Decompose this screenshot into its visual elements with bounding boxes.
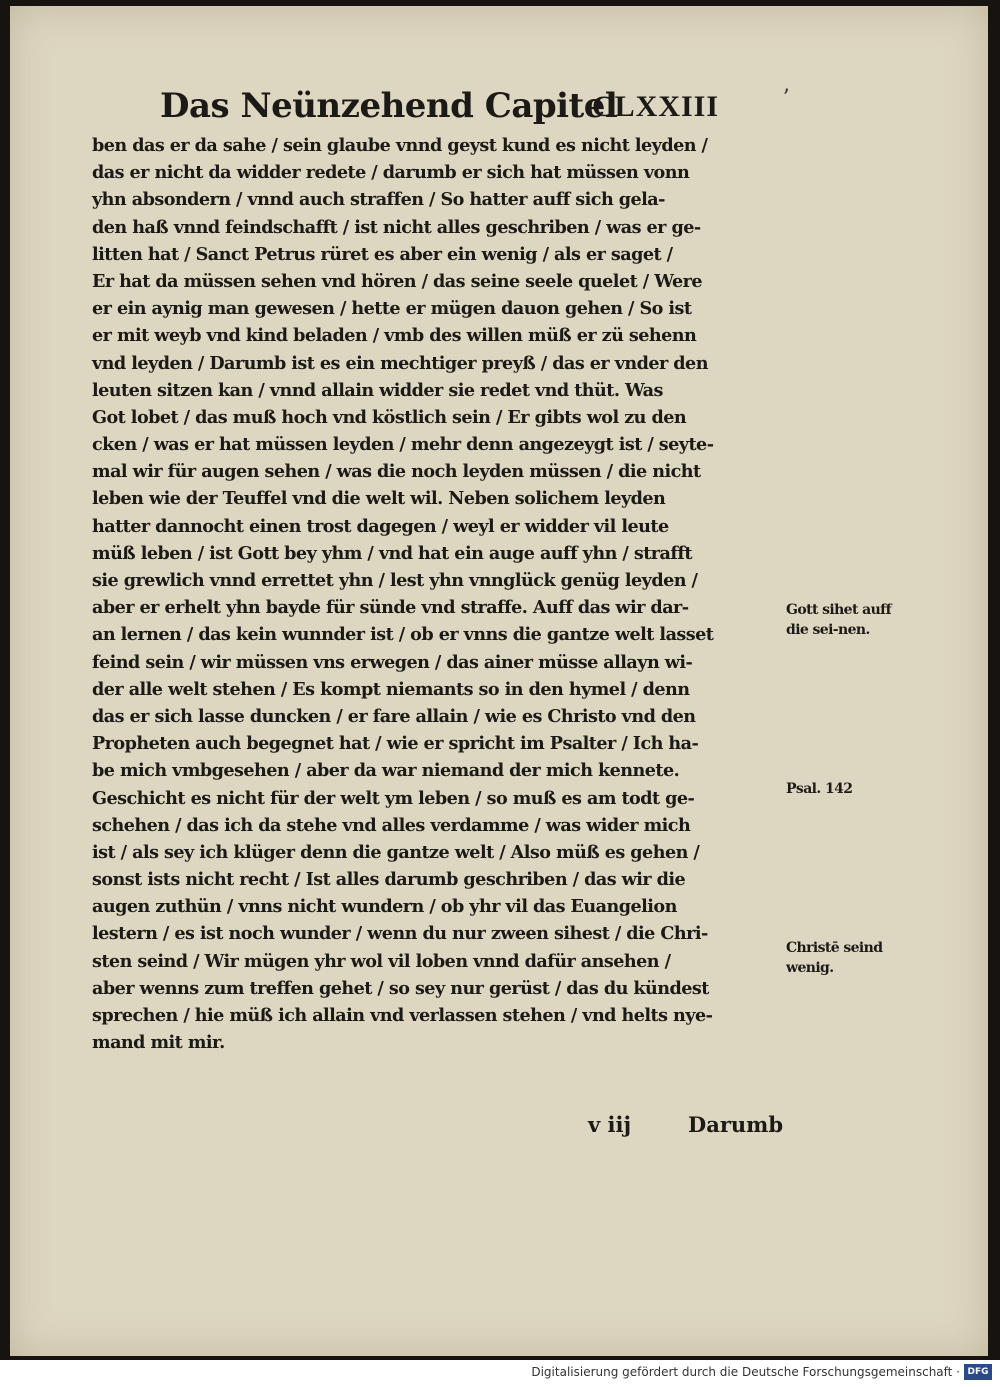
dfg-logo-icon: DFG [964,1364,992,1380]
text-line: feind sein / wir müssen vns erwegen / das ainer müsse allayn wi- [92,651,693,673]
folio-number: CLXXIII [592,90,720,123]
text-line: er mit weyb vnd kind beladen / vmb des willen müß er zü sehenn [92,325,697,347]
text-line: lestern / es ist noch wunder / wenn du nur zween sihest / die Chri- [92,923,708,945]
text-line: Got lobet / das muß hoch vnd köstlich sein / Er gibts wol zu den [92,406,687,428]
text-line: sprechen / hie müß ich allain vnd verlassen stehen / vnd helts nye- [92,1005,713,1026]
signature-mark: v iij [588,1112,632,1137]
page-header [160,86,800,130]
text-line: litten hat / Sanct Petrus rüret es aber ein wenig / als er saget / [92,243,673,265]
text-line: ist / als sey ich klüger denn die gantze welt / Also müß es gehen / [92,841,700,863]
text-line: sten seind / Wir mügen yhr wol vil loben vnnd dafür ansehen / [92,950,671,972]
margin-note: Psal. 142 [786,781,853,797]
text-line: sie grewlich vnnd errettet yhn / lest yhn vnnglück genüg leyden / [92,570,698,591]
text-line: cken / was er hat müssen leyden / mehr denn angezeygt ist / seyte- [92,434,714,456]
text-line: aber wenns zum treffen gehet / so sey nur gerüst / das du kündest [92,977,709,999]
text-line: das er sich lasse duncken / er fare allain / wie es Christo vnd den [92,705,696,727]
text-line: augen zuthün / vnns nicht wundern / ob yhr vil das Euangelion [92,896,677,918]
margin-note: Gott sihet auff die sei-nen. [786,602,892,638]
text-line: Propheten auch begegnet hat / wie er spricht im Psalter / Ich ha- [92,733,699,755]
text-line: das er nicht da widder redete / darumb er sich hat müssen vonn [92,162,690,184]
funding-credit: Digitalisierung gefördert durch die Deutsche Forschungsgemeinschaft · [531,1365,960,1379]
book-page [10,6,988,1356]
running-title: Das Neünzehend Capitel [160,86,618,126]
body-text [92,132,792,1056]
text-line: mal wir für augen sehen / was die noch leyden müssen / die nicht [92,461,701,483]
text-line: ben das er da sahe / sein glaube vnnd geyst kund es nicht leyden / [92,135,708,156]
text-line: der alle welt stehen / Es kompt niemants so in den hymel / denn [92,678,690,700]
text-line: hatter dannocht einen trost dagegen / weyl er widder vil leute [92,515,669,537]
text-line: an lernen / das kein wunnder ist / ob er vnns die gantze welt lasset [92,624,714,646]
text-line: vnd leyden / Darumb ist es ein mechtiger preyß / das er vnder den [92,352,708,374]
text-line: mand mit mir. [92,1032,225,1054]
text-line: sonst ists nicht recht / Ist alles darumb geschriben / das wir die [92,869,686,891]
text-line: den haß vnnd feindschafft / ist nicht alles geschriben / was er ge- [92,216,701,238]
corner-mark: ʼ [782,86,789,111]
text-line: Er hat da müssen sehen vnd hören / das seine seele quelet / Were [92,270,702,292]
text-line: schehen / das ich da stehe vnd alles verdamme / was wider mich [92,814,691,836]
text-line: be mich vmbgesehen / aber da war niemand der mich kennete. [92,760,680,782]
text-line: Geschicht es nicht für der welt ym leben / so muß es am todt ge- [92,787,695,809]
margin-note: Christē seind wenig. [786,940,883,976]
text-line: yhn absondern / vnnd auch straffen / So hatter auff sich gela- [92,189,665,211]
text-line: leben wie der Teuffel vnd die welt wil. Neben solichem leyden [92,488,666,510]
text-line: leuten sitzen kan / vnnd allain widder sie redet vnd thüt. Was [92,379,663,401]
digitization-footer [0,1360,1000,1387]
text-line: müß leben / ist Gott bey yhm / vnd hat ein auge auff yhn / strafft [92,542,692,564]
text-line: er ein aynig man gewesen / hette er mügen dauon gehen / So ist [92,298,692,320]
text-line: aber er erhelt yhn bayde für sünde vnd straffe. Auff das wir dar- [92,597,689,619]
catchword: Darumb [688,1112,784,1137]
